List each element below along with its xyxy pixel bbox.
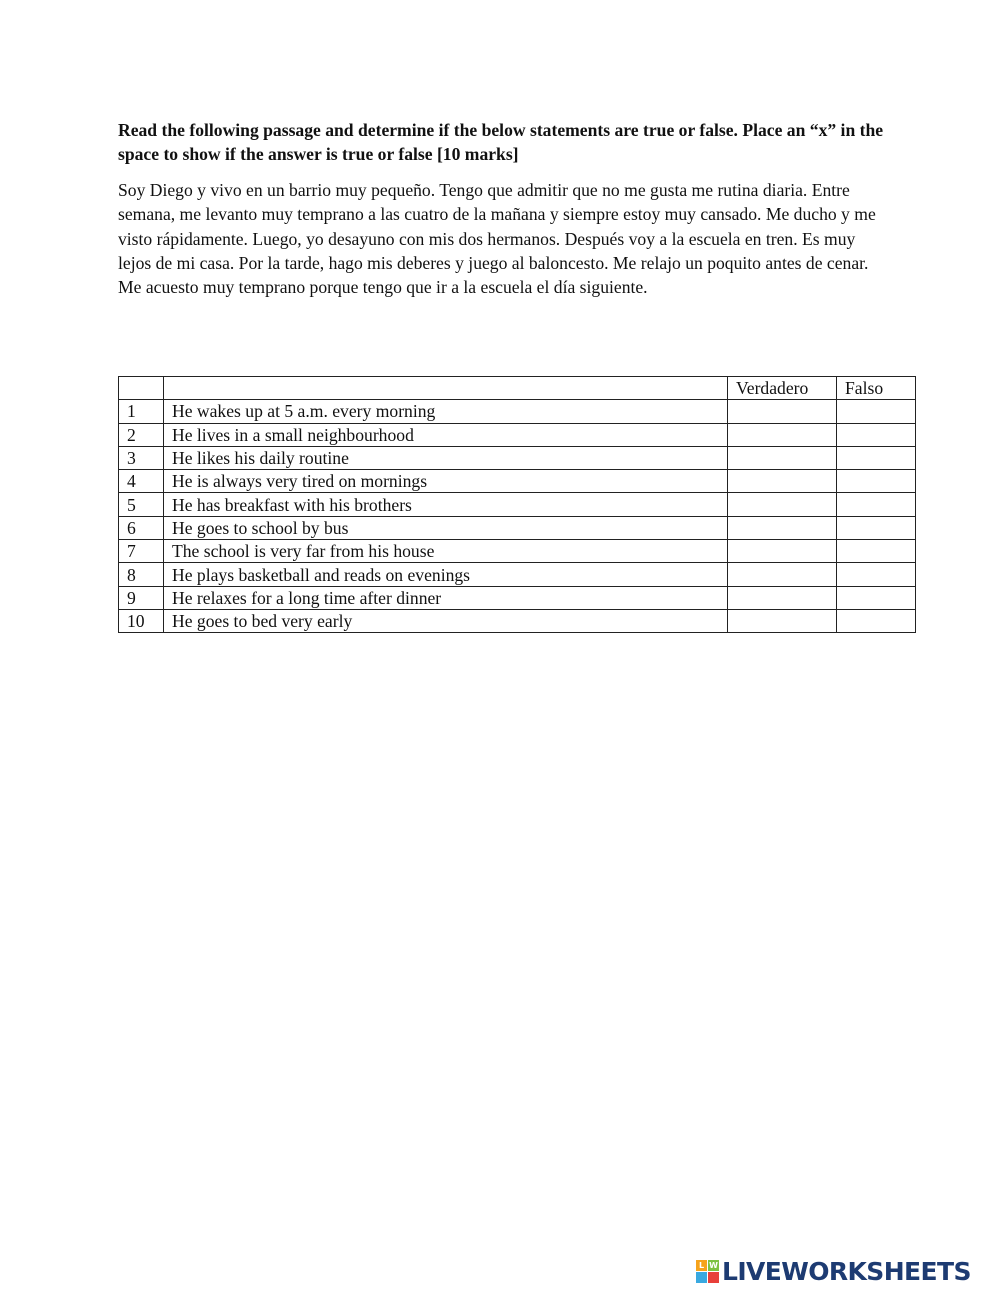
falso-answer-cell[interactable] [837, 540, 916, 563]
falso-answer-cell[interactable] [837, 563, 916, 586]
row-number: 7 [119, 540, 164, 563]
verdadero-answer-cell[interactable] [728, 400, 837, 423]
row-statement: He has breakfast with his brothers [164, 493, 728, 516]
row-statement: He relaxes for a long time after dinner [164, 586, 728, 609]
verdadero-answer-cell[interactable] [728, 563, 837, 586]
verdadero-answer-cell[interactable] [728, 470, 837, 493]
table-row [119, 609, 916, 632]
table-row [119, 540, 916, 563]
falso-answer-cell[interactable] [837, 516, 916, 539]
logo-block [696, 1272, 707, 1283]
row-statement: He likes his daily routine [164, 446, 728, 469]
verdadero-answer-cell[interactable] [728, 493, 837, 516]
row-number: 2 [119, 423, 164, 446]
instructions-heading: Read the following passage and determine if the below statements are true or false. Place an “x” in the space to show if the answer is true or false [10 marks] [118, 120, 884, 164]
falso-answer-cell[interactable] [837, 446, 916, 469]
row-number: 5 [119, 493, 164, 516]
row-statement: He goes to bed very early [164, 609, 728, 632]
verdadero-answer-cell[interactable] [728, 609, 837, 632]
logo-block [708, 1272, 719, 1283]
row-number: 3 [119, 446, 164, 469]
row-number: 10 [119, 609, 164, 632]
falso-answer-cell[interactable] [837, 493, 916, 516]
row-number: 9 [119, 586, 164, 609]
table-row [119, 586, 916, 609]
logo-text: LIVEWORKSHEETS [722, 1256, 971, 1286]
row-statement: He is always very tired on mornings [164, 470, 728, 493]
table-header-row [119, 377, 916, 400]
row-number: 6 [119, 516, 164, 539]
table-row [119, 493, 916, 516]
table-row [119, 446, 916, 469]
verdadero-answer-cell[interactable] [728, 586, 837, 609]
falso-answer-cell[interactable] [837, 586, 916, 609]
table-row [119, 400, 916, 423]
falso-answer-cell[interactable] [837, 609, 916, 632]
logo-block: L [696, 1260, 707, 1271]
row-number: 1 [119, 400, 164, 423]
verdadero-answer-cell[interactable] [728, 446, 837, 469]
table-row [119, 516, 916, 539]
falso-answer-cell[interactable] [837, 470, 916, 493]
header-statement [164, 377, 728, 400]
reading-passage: Soy Diego y vivo en un barrio muy pequeño. Tengo que admitir que no me gusta me rutina diaria. Entre semana, me levanto muy temprano a las cuatro de la mañana y siempre estoy muy cansado. Me ducho y me visto rápidamente. Luego, yo desayuno con mis dos hermanos. Después voy a la escuela en tren. Es muy lejos de mi casa. Por la tarde, hago mis deberes y juego al baloncesto. Me relajo un poquito antes de cenar. Me acuesto muy temprano porque tengo que ir a la escuela el día siguiente. [118, 180, 876, 298]
falso-answer-cell[interactable] [837, 423, 916, 446]
verdadero-answer-cell[interactable] [728, 516, 837, 539]
liveworksheets-logo [696, 1255, 971, 1287]
row-statement: He wakes up at 5 a.m. every morning [164, 400, 728, 423]
true-false-table [118, 376, 916, 633]
table-row [119, 563, 916, 586]
verdadero-answer-cell[interactable] [728, 423, 837, 446]
row-number: 4 [119, 470, 164, 493]
header-verdadero: Verdadero [728, 377, 837, 400]
row-statement: He goes to school by bus [164, 516, 728, 539]
header-number [119, 377, 164, 400]
table-body [119, 400, 916, 633]
table-row [119, 423, 916, 446]
row-statement: The school is very far from his house [164, 540, 728, 563]
logo-block: W [709, 1260, 718, 1270]
falso-answer-cell[interactable] [837, 400, 916, 423]
row-statement: He lives in a small neighbourhood [164, 423, 728, 446]
header-falso: Falso [837, 377, 916, 400]
logo-blocks-icon [696, 1260, 719, 1283]
table-row [119, 470, 916, 493]
row-statement: He plays basketball and reads on evenings [164, 563, 728, 586]
verdadero-answer-cell[interactable] [728, 540, 837, 563]
row-number: 8 [119, 563, 164, 586]
